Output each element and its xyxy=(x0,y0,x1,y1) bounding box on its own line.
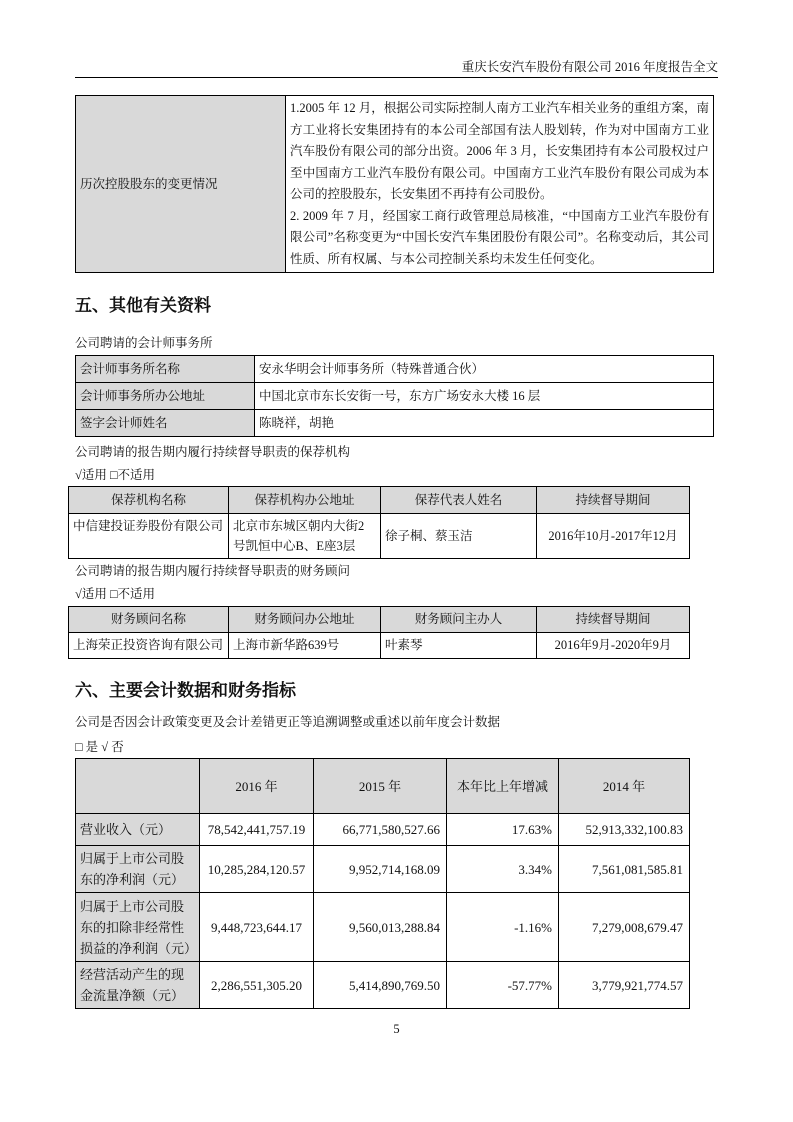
value-2016: 2,286,551,305.20 xyxy=(200,962,314,1009)
header: 财务顾问办公地址 xyxy=(229,607,381,633)
cell: 叶素琴 xyxy=(381,633,537,659)
caption: 公司聘请的会计师事务所 xyxy=(75,336,213,350)
controlling-shareholder-table xyxy=(75,95,714,273)
caption: 公司聘请的报告期内履行持续督导职责的财务顾问 xyxy=(75,564,351,578)
cell: 北京市东城区朝内大街2号凯恒中心B、E座3层 xyxy=(229,514,381,559)
metric-label: 经营活动产生的现金流量净额（元） xyxy=(76,962,200,1009)
page-header: 重庆长安汽车股份有限公司 2016 年度报告全文 xyxy=(461,60,718,74)
header: 保荐代表人姓名 xyxy=(381,487,537,514)
header-rule xyxy=(75,77,718,78)
value-2016: 78,542,441,757.19 xyxy=(200,814,314,846)
yoy-change: -1.16% xyxy=(447,893,559,962)
header: 财务顾问主办人 xyxy=(381,607,537,633)
page-number: 5 xyxy=(393,1022,400,1036)
yoy-change: -57.77% xyxy=(447,962,559,1009)
paragraph: 2. 2009 年 7 月，经国家工商行政管理总局核准，“中国南方工业汽车股份有限公司”名称变更为“中国长安汽车集团股份有限公司”。名称变动后，其公司性质、所有权属、与本公司控制关系均未发生任何变化。 xyxy=(290,208,709,266)
header: 2014 年 xyxy=(559,759,690,814)
header: 2016 年 xyxy=(200,759,314,814)
value-2016: 9,448,723,644.17 xyxy=(200,893,314,962)
metric-label: 归属于上市公司股东的扣除非经常性损益的净利润（元） xyxy=(76,893,200,962)
header xyxy=(76,759,200,814)
paragraph: 1.2005 年 12 月，根据公司实际控制人南方工业汽车相关业务的重组方案，南方工业将长安集团持有的本公司全部国有法人股划转，作为对中国南方工业汽车股份有限公司的部分出资。2006 年 3 月，长安集团持有本公司股权过户至中国南方工业汽车股份有限公司。中国南方工业汽车股份有限公司成为本公司的控股股东，长安集团不再持有公司股份。 xyxy=(290,101,709,201)
cell: 2016年10月-2017年12月 xyxy=(537,514,690,559)
cell: 2016年9月-2020年9月 xyxy=(537,633,690,659)
caption: 公司聘请的报告期内履行持续督导职责的保荐机构 xyxy=(75,445,351,459)
value-2015: 9,952,714,168.09 xyxy=(314,846,447,893)
header: 持续督导期间 xyxy=(537,607,690,633)
label: 会计师事务所名称 xyxy=(76,356,255,383)
applicable-choice: √适用 □不适用 xyxy=(75,587,156,601)
cell: 中信建投证券股份有限公司 xyxy=(69,514,229,559)
cell: 上海市新华路639号 xyxy=(229,633,381,659)
label: 签字会计师姓名 xyxy=(76,410,255,437)
metric-label: 营业收入（元） xyxy=(76,814,200,846)
value-2014: 7,561,081,585.81 xyxy=(559,846,690,893)
restatement-choice: □ 是 √ 否 xyxy=(75,740,124,754)
metric-label: 归属于上市公司股东的净利润（元） xyxy=(76,846,200,893)
value-2015: 9,560,013,288.84 xyxy=(314,893,447,962)
header: 持续督导期间 xyxy=(537,487,690,514)
value-2014: 52,913,332,100.83 xyxy=(559,814,690,846)
value-2014: 7,279,008,679.47 xyxy=(559,893,690,962)
applicable-choice: √适用 □不适用 xyxy=(75,468,156,482)
section-title: 五、其他有关资料 xyxy=(75,296,211,316)
yoy-change: 3.34% xyxy=(447,846,559,893)
value-2014: 3,779,921,774.57 xyxy=(559,962,690,1009)
section-title: 六、主要会计数据和财务指标 xyxy=(75,681,296,701)
caption: 公司是否因会计政策变更及会计差错更正等追溯调整或重述以前年度会计数据 xyxy=(75,715,501,729)
cell: 徐子桐、蔡玉洁 xyxy=(381,514,537,559)
header: 保荐机构名称 xyxy=(69,487,229,514)
label: 会计师事务所办公地址 xyxy=(76,383,255,410)
accountant-table xyxy=(75,355,714,437)
financial-data-table xyxy=(75,758,690,1009)
value-2016: 10,285,284,120.57 xyxy=(200,846,314,893)
header: 本年比上年增减 xyxy=(447,759,559,814)
value: 陈晓祥，胡艳 xyxy=(255,410,714,437)
value: 安永华明会计师事务所（特殊普通合伙） xyxy=(255,356,714,383)
sponsor-table xyxy=(68,486,690,559)
advisor-table xyxy=(68,606,690,659)
header: 保荐机构办公地址 xyxy=(229,487,381,514)
value-2015: 66,771,580,527.66 xyxy=(314,814,447,846)
header: 2015 年 xyxy=(314,759,447,814)
cell: 上海荣正投资咨询有限公司 xyxy=(69,633,229,659)
header: 财务顾问名称 xyxy=(69,607,229,633)
value: 中国北京市东长安街一号，东方广场安永大楼 16 层 xyxy=(255,383,714,410)
yoy-change: 17.63% xyxy=(447,814,559,846)
value-2015: 5,414,890,769.50 xyxy=(314,962,447,1009)
row-label: 历次控股股东的变更情况 xyxy=(76,96,286,273)
